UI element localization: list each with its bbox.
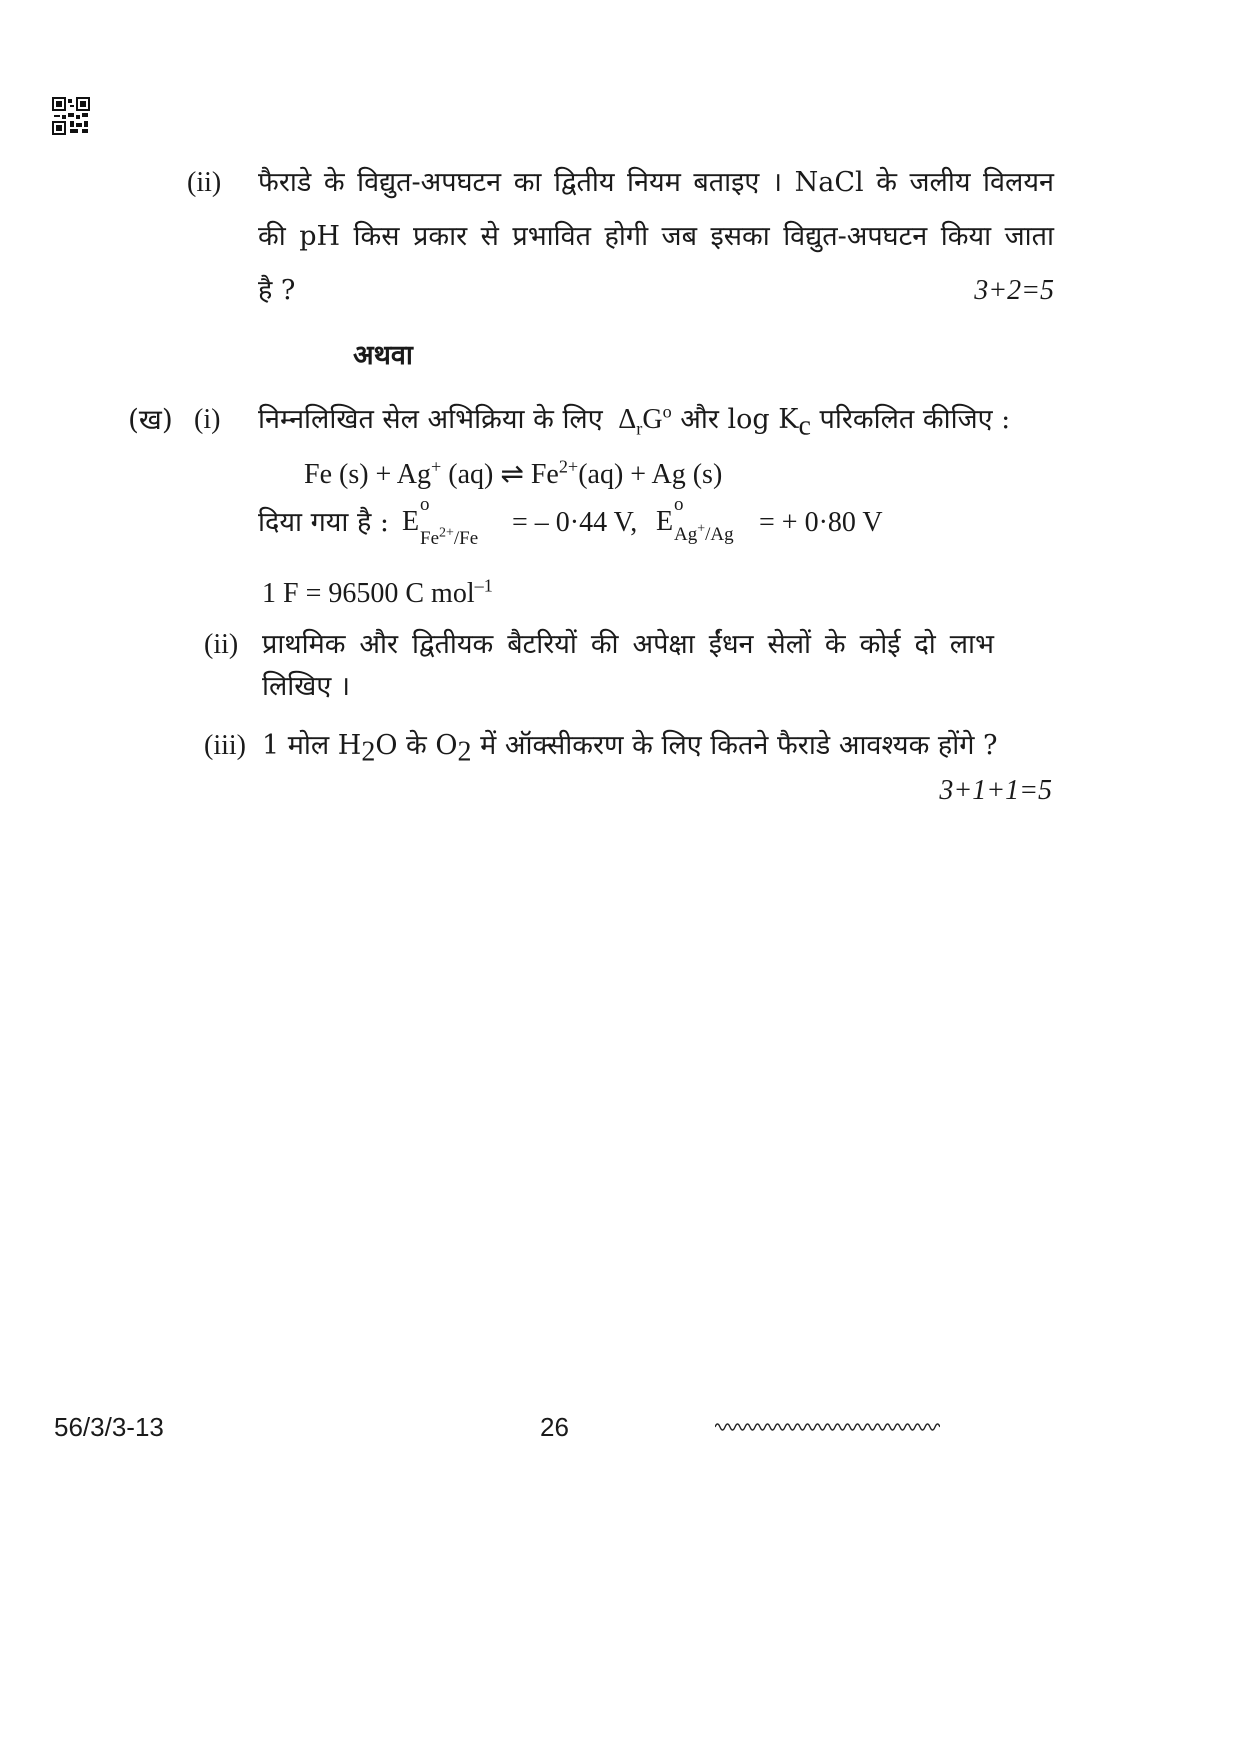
electrode-potential-fe: E o $Fe^{2+}/Fe$	[402, 494, 479, 549]
question-number: (ii)	[187, 167, 222, 198]
question-text: निम्नलिखित सेल अभिक्रिया के लिए	[258, 404, 603, 435]
qr-code-icon	[52, 97, 90, 135]
log-k-text: और $\log K_c$	[680, 404, 811, 442]
sub-question-number: (i)	[194, 404, 221, 435]
faraday-constant: 1 F = 96500 C mol$^{-1}$	[262, 575, 493, 609]
question-text-line	[258, 401, 1011, 442]
delta-r-g-symbol: $\Delta_rG^o$	[618, 401, 672, 439]
sub-question-number: (ii)	[204, 629, 239, 660]
question-text-line: लिखिए ।	[262, 671, 351, 702]
electrode-potential-fe-value: = – 0·44 V,	[512, 507, 638, 538]
question-text-line: प्राथमिक और द्वितीयक बैटरियों की अपेक्षा ईंधन सेलों के कोई दो लाभ	[262, 629, 994, 660]
question-text-line: फैराडे के विद्युत-अपघटन का द्वितीय नियम बताइए । NaCl के जलीय विलयन	[258, 167, 1054, 198]
question-text-line: 1 मोल $H_2O$ के $O_2$ में ऑक्सीकरण के लिए कितने फैराडे आवश्यक होंगे ?	[262, 730, 998, 768]
electrode-potential-ag: E o Ag+/Ag	[656, 494, 734, 545]
question-text: परिकलित कीजिए :	[819, 404, 1011, 435]
paper-code: 56/3/3-13	[54, 1412, 164, 1442]
given-label: दिया गया है :	[258, 507, 390, 538]
electrode-potential-ag-value: = + 0·80 V	[759, 507, 883, 538]
marks-allocation: 3+1+1=5	[939, 775, 1052, 806]
equilibrium-arrow-icon: ⇌	[500, 457, 524, 490]
question-text-line: है ?	[258, 275, 296, 306]
question-number: (ख)	[128, 403, 173, 436]
page-number: 26	[540, 1412, 569, 1442]
cell-reaction-equation: Fe (s) + Ag+ (aq) ⇌ $Fe^{2+}(aq) + Ag$ (s)	[304, 456, 723, 490]
marks-allocation: 3+2=5	[974, 275, 1054, 306]
wavy-line-decoration	[715, 1420, 940, 1434]
or-heading: अथवा	[353, 340, 413, 371]
sub-question-number: (iii)	[204, 730, 246, 761]
question-text-line: की pH किस प्रकार से प्रभावित होगी जब इसका विद्युत-अपघटन किया जाता	[258, 221, 1054, 252]
